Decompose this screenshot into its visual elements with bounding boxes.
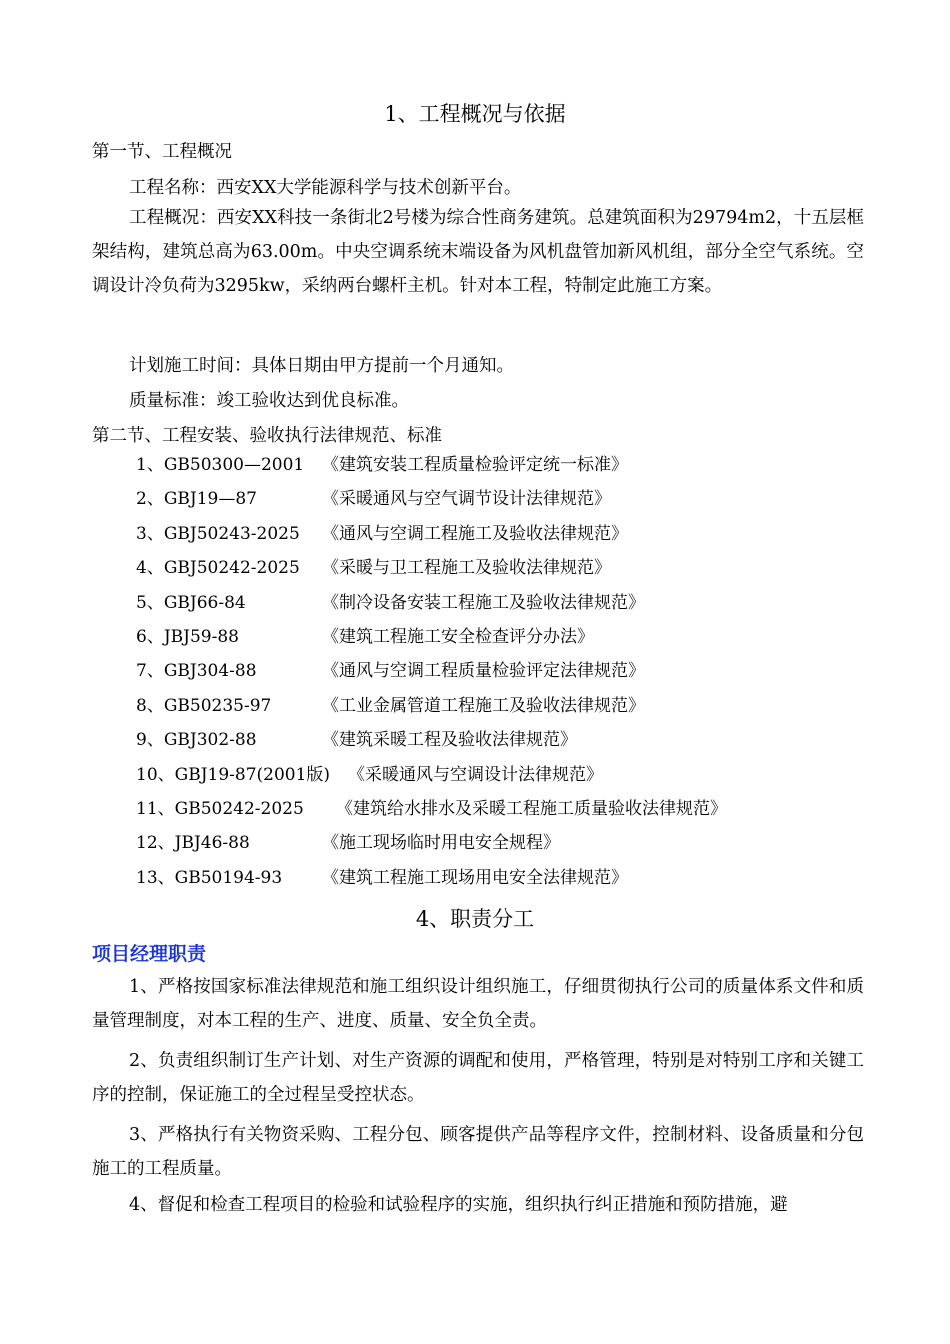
standard-code: 11、GB50242-2025	[136, 798, 304, 819]
standard-item	[136, 691, 836, 725]
duty-paragraph: 4、督促和检查工程项目的检验和试验程序的实施，组织执行纠正措施和预防措施，避	[129, 1195, 788, 1215]
standard-title: 《建筑给水排水及采暖工程施工质量验收法律规范》	[336, 798, 727, 819]
standard-title: 《通风与空调工程质量检验评定法律规范》	[322, 661, 645, 682]
duty-paragraph: 2、负责组织制订生产计划、对生产资源的调配和使用，严格管理，特别是对特别工序和关键工序的控制，保证施工的全过程呈受控状态。	[92, 1051, 864, 1105]
subsection-1-title: 第一节、工程概况	[92, 142, 232, 162]
standard-code: 3、GBJ50243-2025	[136, 523, 300, 544]
project-overview: 工程概况：西安XX科技一条街北2号楼为综合性商务建筑。总建筑面积为29794m2，十五层框架结构，建筑总高为63.00m。中央空调系统末端设备为风机盘管加新风机组，部分全空气系统。空调设计冷负荷为3295kw，采纳两台螺杆主机。针对本工程，特制定此施工方案。	[92, 208, 864, 296]
standard-title: 《建筑采暖工程及验收法律规范》	[322, 730, 577, 751]
standard-code: 7、GBJ304-88	[136, 661, 257, 682]
standard-item	[136, 656, 836, 690]
standard-code: 8、GB50235-97	[136, 695, 272, 716]
standard-item	[136, 622, 836, 656]
standard-item	[136, 484, 836, 518]
standard-item	[136, 725, 836, 759]
subsection-2-title: 第二节、工程安装、验收执行法律规范、标准	[92, 426, 442, 446]
standard-code: 6、JBJ59-88	[136, 626, 239, 647]
standard-title: 《建筑工程施工安全检查评分办法》	[322, 626, 594, 647]
project-name: 工程名称：西安XX大学能源科学与技术创新平台。	[129, 178, 522, 198]
standard-item	[136, 450, 836, 484]
standard-item	[136, 863, 836, 897]
standard-title: 《采暖与卫工程施工及验收法律规范》	[322, 558, 611, 579]
standard-item	[136, 794, 836, 828]
duty-paragraph: 3、严格执行有关物资采购、工程分包、顾客提供产品等程序文件，控制材料、设备质量和分包施工的工程质量。	[92, 1125, 864, 1179]
standard-title: 《建筑安装工程质量检验评定统一标准》	[322, 455, 628, 475]
standard-code: 5、GBJ66-84	[136, 592, 246, 613]
standard-code: 13、GB50194-93	[136, 867, 283, 888]
standard-code: 2、GBJ19—87	[136, 489, 257, 510]
standard-item	[136, 828, 836, 862]
standard-code: 12、JBJ46-88	[136, 833, 250, 854]
standard-title: 《采暖通风与空调设计法律规范》	[348, 764, 603, 785]
standard-title: 《施工现场临时用电安全规程》	[322, 833, 560, 854]
standard-title: 《通风与空调工程施工及验收法律规范》	[322, 523, 628, 544]
standard-title: 《采暖通风与空气调节设计法律规范》	[322, 489, 611, 510]
standard-code: 1、GB50300—2001	[136, 455, 305, 475]
standard-title: 《建筑工程施工现场用电安全法律规范》	[322, 867, 628, 888]
standard-item	[136, 588, 836, 622]
standard-item	[136, 760, 836, 794]
duty-paragraph: 1、严格按国家标准法律规范和施工组织设计组织施工，仔细贯彻执行公司的质量体系文件和质量管理制度，对本工程的生产、进度、质量、安全负全责。	[92, 977, 864, 1031]
standard-code: 10、GBJ19-87(2001版)	[136, 764, 331, 785]
standard-title: 《工业金属管道工程施工及验收法律规范》	[322, 695, 645, 716]
standard-title: 《制冷设备安装工程施工及验收法律规范》	[322, 592, 645, 613]
standards-list	[136, 450, 836, 897]
standard-item	[136, 519, 836, 553]
standard-code: 9、GBJ302-88	[136, 730, 257, 751]
construction-schedule: 计划施工时间：具体日期由甲方提前一个月通知。	[129, 356, 514, 376]
section-4-heading: 4、职责分工	[415, 907, 535, 931]
standard-item	[136, 553, 836, 587]
project-manager-duties-heading: 项目经理职责	[92, 943, 207, 965]
standard-code: 4、GBJ50242-2025	[136, 558, 300, 579]
quality-standard: 质量标准：竣工验收达到优良标准。	[129, 391, 409, 411]
section-1-heading: 1、工程概况与依据	[384, 102, 566, 126]
